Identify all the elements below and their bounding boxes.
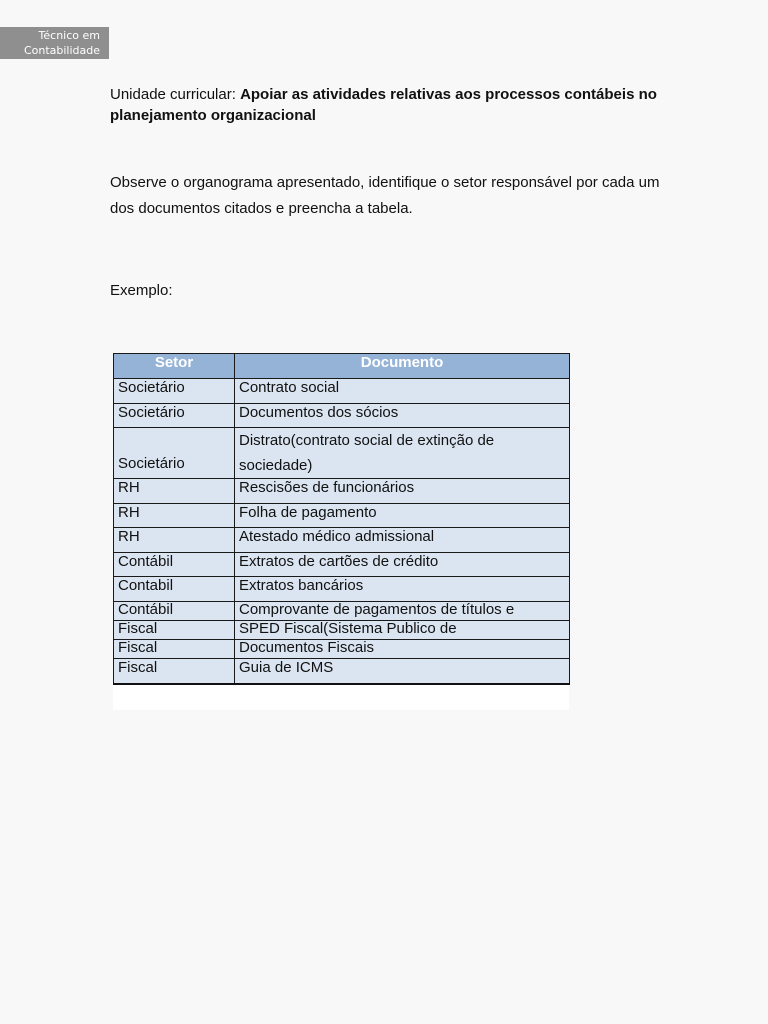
documento-cell: Comprovante de pagamentos de títulos e xyxy=(235,601,570,620)
documento-cell: Folha de pagamento xyxy=(235,503,570,528)
setor-cell: Fiscal xyxy=(114,639,235,658)
table-row xyxy=(114,601,570,620)
documento-cell: Distrato(contrato social de extinção de sociedade) xyxy=(235,428,570,479)
table-row xyxy=(114,379,570,404)
curricular-unit-prefix: Unidade curricular: xyxy=(110,86,241,103)
column-header-documento: Documento xyxy=(235,354,570,379)
setor-cell: RH xyxy=(114,479,235,504)
example-label: Exemplo: xyxy=(110,282,173,299)
documento-cell: Extratos de cartões de crédito xyxy=(235,552,570,577)
sector-document-table xyxy=(113,353,570,685)
documento-cell: Rescisões de funcionários xyxy=(235,479,570,504)
table-row xyxy=(114,552,570,577)
curricular-unit-title: Apoiar as atividades relativas aos processos contábeis no planejamento organizacional xyxy=(110,86,657,124)
table-row xyxy=(114,528,570,553)
setor-cell: Contabil xyxy=(114,577,235,602)
setor-cell: Societário xyxy=(114,403,235,428)
setor-cell: Societário xyxy=(114,428,235,479)
setor-cell: Contábil xyxy=(114,601,235,620)
table-container xyxy=(113,353,569,710)
documento-cell: Atestado médico admissional xyxy=(235,528,570,553)
column-header-setor: Setor xyxy=(114,354,235,379)
documento-cell: SPED Fiscal(Sistema Publico de xyxy=(235,620,570,639)
table-row xyxy=(114,577,570,602)
documento-cell: Contrato social xyxy=(235,379,570,404)
table-row xyxy=(114,658,570,684)
table-row xyxy=(114,479,570,504)
course-badge xyxy=(0,27,109,59)
curricular-unit-heading xyxy=(110,84,670,126)
documento-cell: Extratos bancários xyxy=(235,577,570,602)
documento-cell: Documentos Fiscais xyxy=(235,639,570,658)
table-row xyxy=(114,428,570,479)
setor-cell: Societário xyxy=(114,379,235,404)
setor-cell: Fiscal xyxy=(114,658,235,684)
documento-cell: Guia de ICMS xyxy=(235,658,570,684)
setor-cell: RH xyxy=(114,528,235,553)
course-badge-line-1: Técnico em xyxy=(38,29,100,42)
setor-cell: Contábil xyxy=(114,552,235,577)
table-row xyxy=(114,620,570,639)
table-header-row xyxy=(114,354,570,379)
documento-cell: Documentos dos sócios xyxy=(235,403,570,428)
instructions-paragraph: Observe o organograma apresentado, identifique o setor responsável por cada um dos documentos citados e preencha a tabela. xyxy=(110,174,660,217)
setor-cell: RH xyxy=(114,503,235,528)
setor-cell: Fiscal xyxy=(114,620,235,639)
table-row xyxy=(114,403,570,428)
course-badge-line-2: Contabilidade xyxy=(23,44,100,57)
table-row xyxy=(114,639,570,658)
table-row xyxy=(114,503,570,528)
